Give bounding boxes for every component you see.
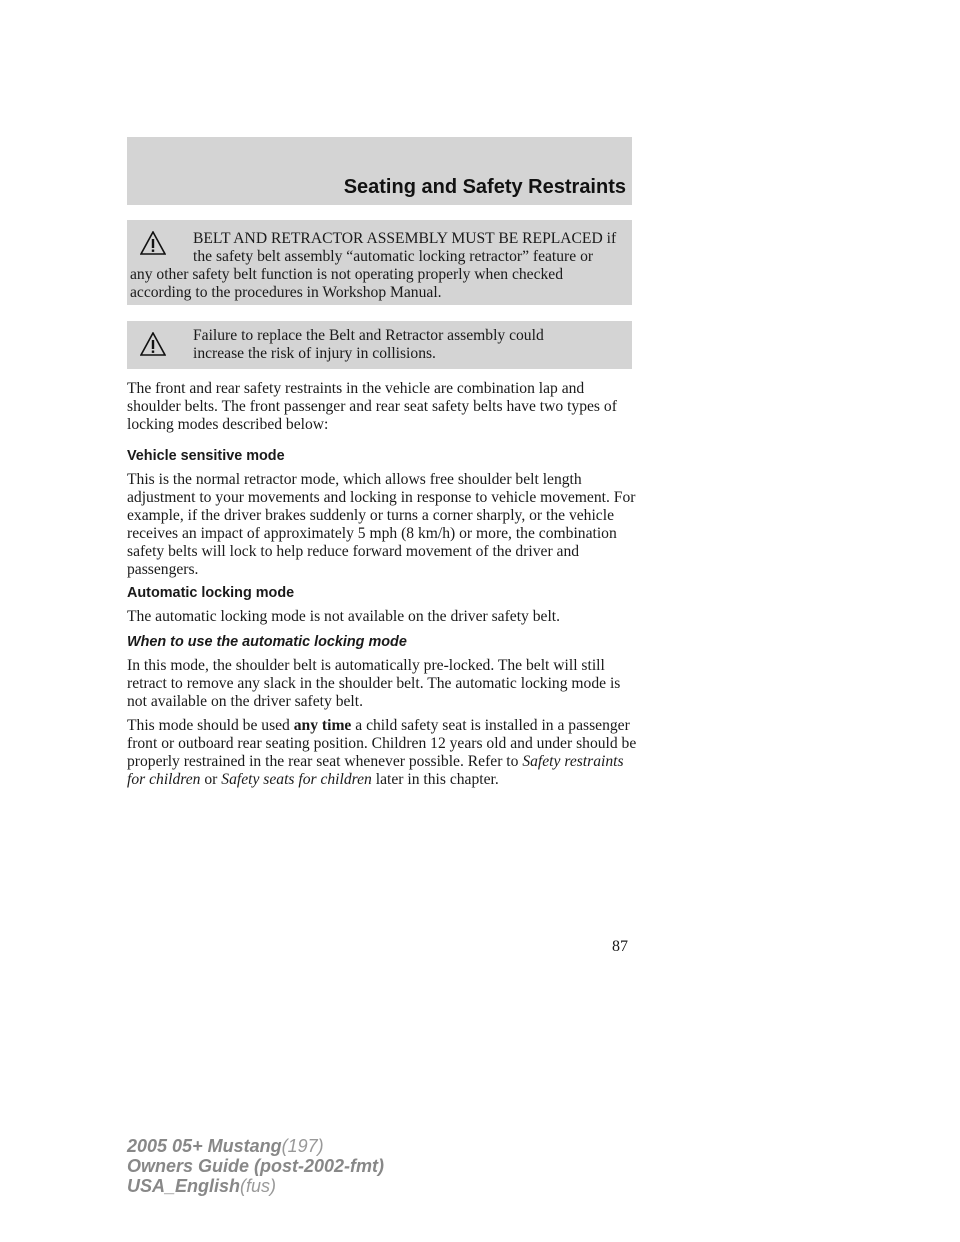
warning-box xyxy=(127,220,632,305)
automatic-locking-paragraph: The automatic locking mode is not available on the driver safety belt. xyxy=(127,608,561,625)
emphasis-any-time: any time xyxy=(293,717,352,734)
warning-text: BELT AND RETRACTOR ASSEMBLY MUST BE REPLACED if the safety belt assembly “automatic locking retractor” feature or any other safety belt function is not operating properly when checked according to the procedures in Workshop Manual. xyxy=(130,230,617,301)
page-number: 87 xyxy=(612,938,628,955)
usage-paragraph: This mode should be used any time a child safety seat is installed in a passenger front or outboard rear seating position. Children 12 years old and under should be properly restrained in the rear seat whenever possible. Refer to Safety restraints for children or Safety seats for children later in this chapter. xyxy=(127,717,637,788)
when-to-use-paragraph: In this mode, the shoulder belt is automatically pre-locked. The belt will still retract to remove any slack in the shoulder belt. The automatic locking mode is not available on the driver safety belt. xyxy=(127,657,621,710)
heading-vehicle-sensitive: Vehicle sensitive mode xyxy=(127,448,285,464)
warning-triangle-icon xyxy=(140,231,166,255)
warning-box xyxy=(127,321,632,369)
intro-paragraph: The front and rear safety restraints in the vehicle are combination lap and shoulder belts. The front passenger and rear seat safety belts have two types of locking modes described below: xyxy=(127,380,617,433)
footer: 2005 05+ Mustang(197) Owners Guide (post-2002-fmt) USA_English(fus) xyxy=(127,1136,385,1196)
heading-when-to-use: When to use the automatic locking mode xyxy=(127,634,407,650)
page-title: Seating and Safety Restraints xyxy=(343,176,626,198)
reference-safety-seats: Safety seats for children xyxy=(221,771,372,788)
warning-triangle-icon xyxy=(140,332,166,356)
heading-automatic-locking: Automatic locking mode xyxy=(127,585,295,601)
warning-text: Failure to replace the Belt and Retractor assembly could increase the risk of injury in collisions. xyxy=(193,327,544,362)
vehicle-sensitive-paragraph: This is the normal retractor mode, which allows free shoulder belt length adjustment to your movements and locking in response to vehicle movement. For example, if the driver brakes suddenly or turns a corner sharply, or the vehicle receives an impact of approximately 5 mph (8 km/h) or more, the combination safety belts will lock to help reduce forward movement of the driver and passengers. xyxy=(127,471,636,578)
reference-safety-restraints: Safety restraints for children xyxy=(127,753,624,788)
header-band xyxy=(127,137,632,205)
